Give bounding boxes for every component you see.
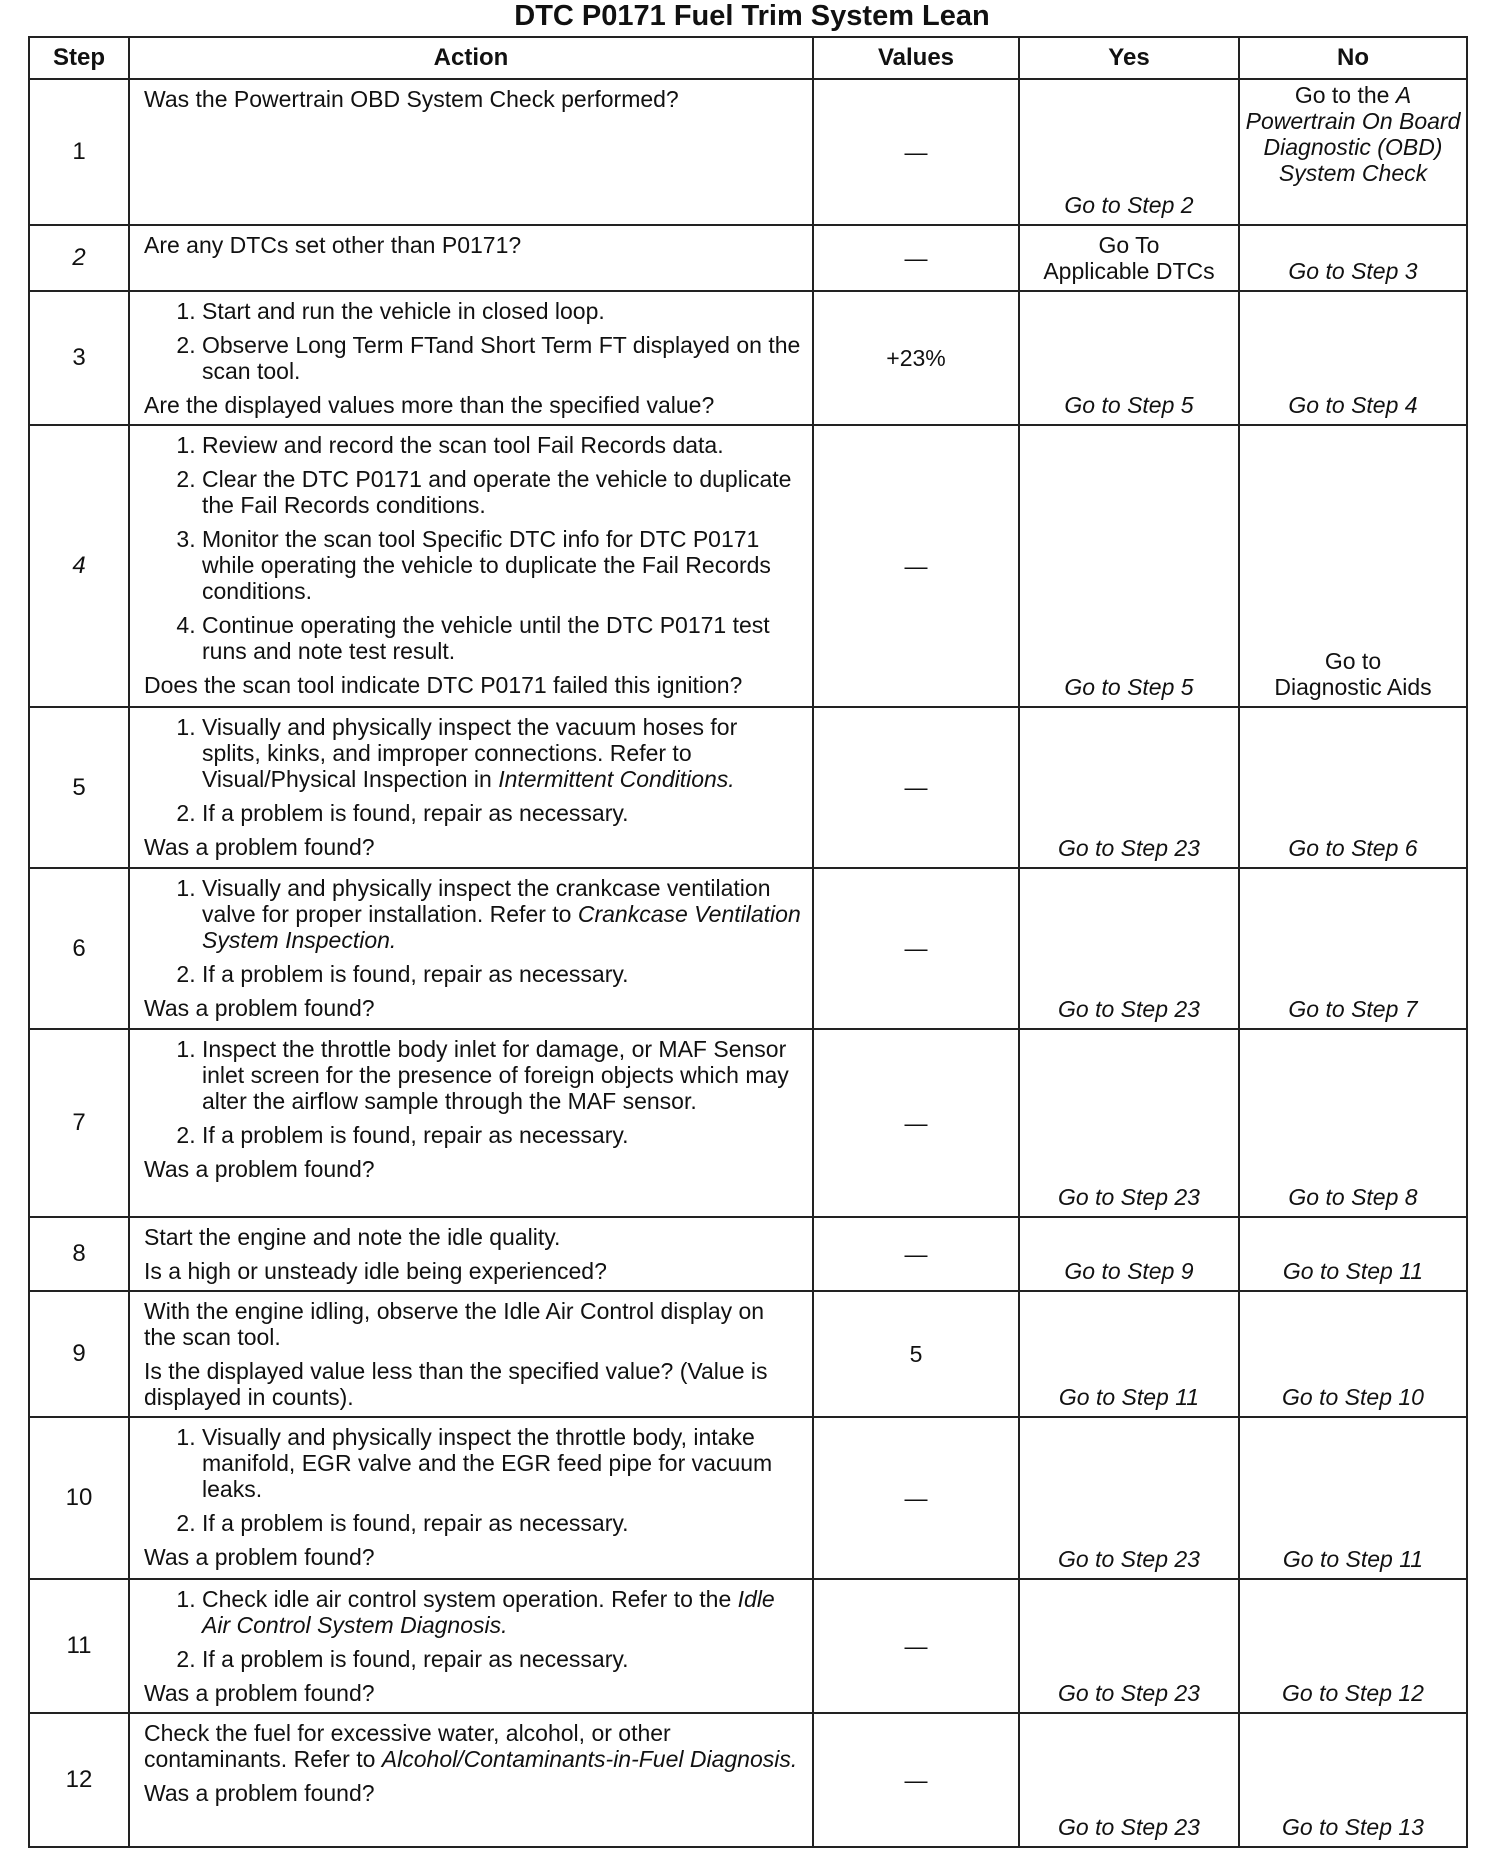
step-number: 7 <box>29 1029 129 1217</box>
table-row <box>29 1029 1467 1217</box>
step-number: 11 <box>29 1579 129 1713</box>
table-row <box>29 425 1467 707</box>
action-cell <box>129 1579 813 1713</box>
action-question: Was a problem found? <box>144 1780 375 1806</box>
yes-cell: Go to Step 23 <box>1019 1029 1239 1217</box>
yes-cell: Go to Step 2 <box>1019 79 1239 225</box>
action-step: 2. If a problem is found, repair as necessary. <box>202 1646 802 1672</box>
reference-link-text: Alcohol/Contaminants-in-Fuel Diagnosis. <box>381 1746 798 1772</box>
action-step: 1. Visually and physically inspect the throttle body, intake manifold, EGR valve and the EGR feed pipe for vacuum leaks. <box>202 1424 802 1502</box>
action-cell <box>129 79 813 225</box>
no-cell: Go to Step 12 <box>1239 1579 1467 1713</box>
action-step <box>202 875 802 953</box>
value-cell: — <box>813 1417 1019 1579</box>
yes-cell: Go to Step 23 <box>1019 1417 1239 1579</box>
header-yes: Yes <box>1019 37 1239 79</box>
no-cell: Go to Step 10 <box>1239 1291 1467 1417</box>
reference-link-text: Crankcase Ventilation System Inspection. <box>202 901 801 953</box>
table-row <box>29 1217 1467 1291</box>
yes-cell: Go to Step 9 <box>1019 1217 1239 1291</box>
action-cell <box>129 1217 813 1291</box>
action-text <box>144 1720 802 1772</box>
action-question: Is the displayed value less than the specified value? (Value is displayed in counts). <box>144 1358 768 1410</box>
no-cell: Go to Step 8 <box>1239 1029 1467 1217</box>
action-cell <box>129 291 813 425</box>
action-step-text: Visually and physically inspect the vacuum hoses for splits, kinks, and improper connections. Refer to Visual/Physical Inspection in <box>202 714 738 792</box>
no-cell <box>1239 425 1467 707</box>
step-number: 9 <box>29 1291 129 1417</box>
step-number: 1 <box>29 79 129 225</box>
action-cell <box>129 1713 813 1847</box>
action-steps <box>144 298 802 384</box>
action-question: Was the Powertrain OBD System Check performed? <box>144 86 679 112</box>
action-question: Was a problem found? <box>144 995 375 1021</box>
value-cell: 5 <box>813 1291 1019 1417</box>
action-text-part: Check the fuel for excessive water, alcohol, or other contaminants. Refer to <box>144 1720 671 1772</box>
step-number: 8 <box>29 1217 129 1291</box>
table-row <box>29 1291 1467 1417</box>
action-step: 3. Monitor the scan tool Specific DTC info for DTC P0171 while operating the vehicle to duplicate the Fail Records conditions. <box>202 526 802 604</box>
no-text: Go to <box>1324 648 1382 674</box>
action-step: 2. If a problem is found, repair as necessary. <box>202 1510 802 1536</box>
action-steps <box>144 1424 802 1536</box>
no-cell: Go to Step 6 <box>1239 707 1467 868</box>
yes-cell: Go to Step 23 <box>1019 707 1239 868</box>
yes-cell: Go to Step 11 <box>1019 1291 1239 1417</box>
yes-text: Applicable DTCs <box>1043 258 1215 284</box>
yes-cell: Go to Step 5 <box>1019 425 1239 707</box>
value-cell: +23% <box>813 291 1019 425</box>
no-cell <box>1239 79 1467 225</box>
table-row <box>29 79 1467 225</box>
action-cell <box>129 1417 813 1579</box>
action-steps <box>144 714 802 826</box>
step-number: 3 <box>29 291 129 425</box>
value-cell: — <box>813 225 1019 291</box>
action-question: Is a high or unsteady idle being experienced? <box>144 1258 607 1284</box>
action-text: Start the engine and note the idle quality. <box>144 1224 561 1250</box>
no-cell: Go to Step 11 <box>1239 1217 1467 1291</box>
action-step: 2. If a problem is found, repair as necessary. <box>202 961 802 987</box>
value-cell: — <box>813 1217 1019 1291</box>
yes-cell: Go to Step 23 <box>1019 1579 1239 1713</box>
yes-cell <box>1019 225 1239 291</box>
reference-link-text: Intermittent Conditions. <box>498 766 735 792</box>
no-cell: Go to Step 11 <box>1239 1417 1467 1579</box>
action-step: 1. Review and record the scan tool Fail Records data. <box>202 432 802 458</box>
yes-cell: Go to Step 5 <box>1019 291 1239 425</box>
action-step <box>202 1586 802 1638</box>
no-text: Go to the <box>1294 82 1396 108</box>
action-step: 2. If a problem is found, repair as necessary. <box>202 1122 802 1148</box>
diagnostic-table <box>28 36 1468 1848</box>
value-cell: — <box>813 79 1019 225</box>
step-number: 10 <box>29 1417 129 1579</box>
no-link-text: A Powertrain On Board Diagnostic (OBD) System Check <box>1245 82 1461 186</box>
value-cell: — <box>813 1713 1019 1847</box>
table-row <box>29 868 1467 1029</box>
step-number: 4 <box>29 425 129 707</box>
action-steps <box>144 1036 802 1148</box>
action-step <box>202 714 802 792</box>
value-cell: — <box>813 1029 1019 1217</box>
action-cell <box>129 868 813 1029</box>
action-steps <box>144 1586 802 1672</box>
header-row <box>29 37 1467 79</box>
no-text: Diagnostic Aids <box>1274 674 1432 700</box>
action-steps <box>144 875 802 987</box>
action-cell <box>129 425 813 707</box>
action-step: 2. Clear the DTC P0171 and operate the vehicle to duplicate the Fail Records conditions. <box>202 466 802 518</box>
header-action: Action <box>129 37 813 79</box>
no-cell: Go to Step 4 <box>1239 291 1467 425</box>
action-step-text: Check idle air control system operation. Refer to the <box>202 1586 738 1612</box>
table-row <box>29 225 1467 291</box>
page-title: DTC P0171 Fuel Trim System Lean <box>514 0 990 32</box>
action-cell <box>129 1029 813 1217</box>
value-cell: — <box>813 868 1019 1029</box>
yes-text: Go To <box>1098 232 1160 258</box>
step-number: 5 <box>29 707 129 868</box>
action-cell <box>129 707 813 868</box>
table-row <box>29 1713 1467 1847</box>
value-cell: — <box>813 707 1019 868</box>
action-question: Was a problem found? <box>144 1680 375 1706</box>
value-cell: — <box>813 1579 1019 1713</box>
no-cell: Go to Step 13 <box>1239 1713 1467 1847</box>
action-step: 2. Observe Long Term FTand Short Term FT displayed on the scan tool. <box>202 332 802 384</box>
no-cell: Go to Step 3 <box>1239 225 1467 291</box>
action-question: Was a problem found? <box>144 1544 375 1570</box>
action-text: With the engine idling, observe the Idle Air Control display on the scan tool. <box>144 1298 765 1350</box>
action-step-text: Visually and physically inspect the crankcase ventilation valve for proper installation. Refer to <box>202 875 771 927</box>
action-step: 4. Continue operating the vehicle until the DTC P0171 test runs and note test result. <box>202 612 802 664</box>
action-question: Does the scan tool indicate DTC P0171 failed this ignition? <box>144 672 743 698</box>
step-number: 2 <box>29 225 129 291</box>
no-cell: Go to Step 7 <box>1239 868 1467 1029</box>
table-row <box>29 291 1467 425</box>
action-question: Was a problem found? <box>144 1156 375 1182</box>
header-values: Values <box>813 37 1019 79</box>
reference-link-text: Idle Air Control System Diagnosis. <box>202 1586 775 1638</box>
action-cell <box>129 225 813 291</box>
yes-cell: Go to Step 23 <box>1019 1713 1239 1847</box>
step-number: 6 <box>29 868 129 1029</box>
table-row <box>29 707 1467 868</box>
action-step: 2. If a problem is found, repair as necessary. <box>202 800 802 826</box>
action-question: Are any DTCs set other than P0171? <box>144 232 522 258</box>
value-cell: — <box>813 425 1019 707</box>
action-cell <box>129 1291 813 1417</box>
action-step: 1. Start and run the vehicle in closed loop. <box>202 298 802 324</box>
header-step: Step <box>29 37 129 79</box>
action-question: Are the displayed values more than the specified value? <box>144 392 715 418</box>
action-step: 1. Inspect the throttle body inlet for damage, or MAF Sensor inlet screen for the presence of foreign objects which may alter the airflow sample through the MAF sensor. <box>202 1036 802 1114</box>
table-row <box>29 1579 1467 1713</box>
action-steps <box>144 432 802 664</box>
action-question: Was a problem found? <box>144 834 375 860</box>
yes-cell: Go to Step 23 <box>1019 868 1239 1029</box>
table-row <box>29 1417 1467 1579</box>
step-number: 12 <box>29 1713 129 1847</box>
header-no: No <box>1239 37 1467 79</box>
